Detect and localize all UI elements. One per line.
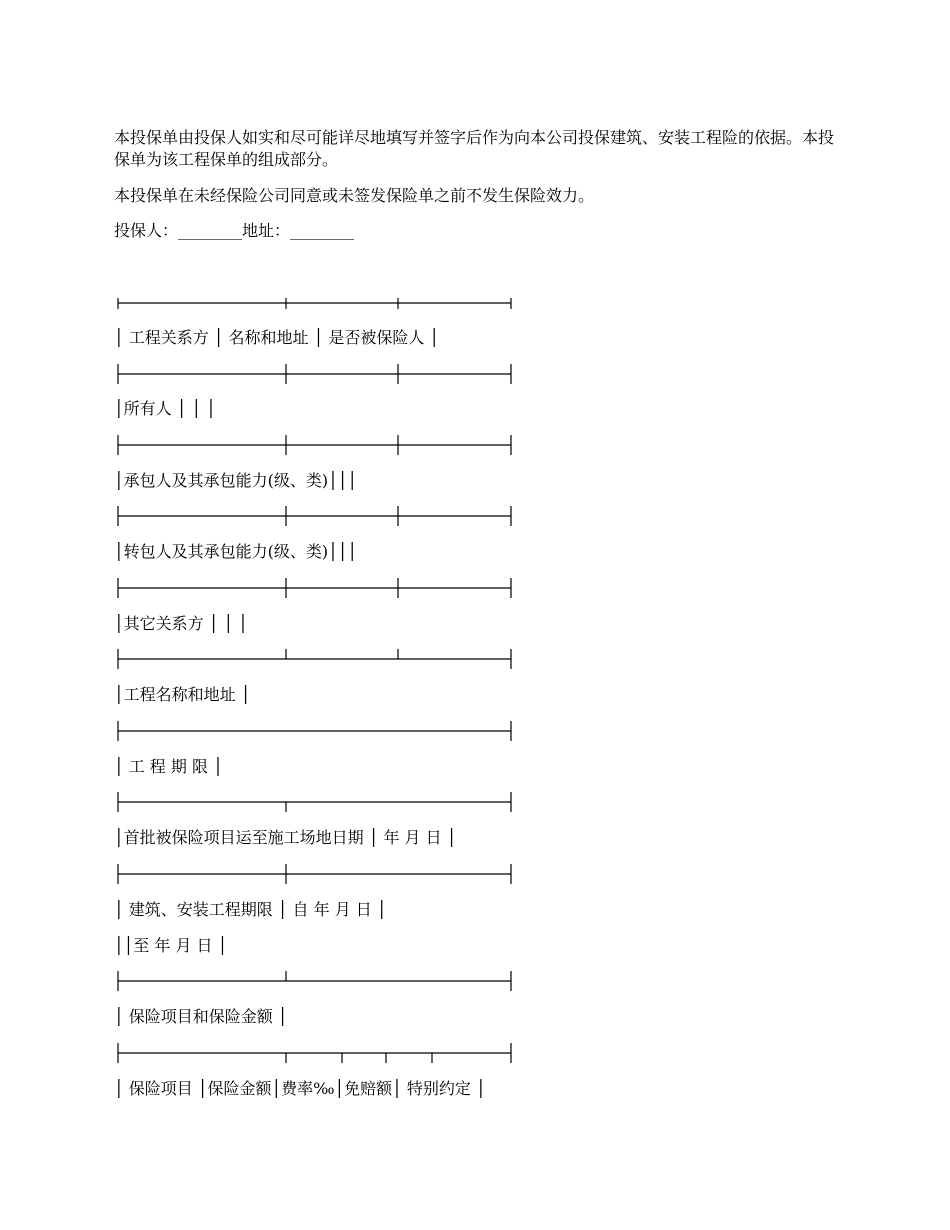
intro-paragraph-2: 本投保单在未经保险公司同意或未签发保险单之前不发生保险效力。: [114, 186, 595, 205]
applicant-address-line: 投保人：________地址：________: [114, 221, 355, 240]
intro-paragraph-1: 本投保单由投保人如实和尽可能详尽地填写并签字后作为向本公司投保建筑、安装工程险的依据。本投保单为该工程保单的组成部分。: [114, 128, 835, 169]
row-construction-period-end: ││至 年 月 日 │: [114, 936, 228, 955]
row-subcontractor: │转包人及其承包能力(级、类)│││: [114, 542, 358, 561]
row-project-name: │工程名称和地址 │: [114, 685, 251, 704]
row-other-parties: │其它关系方 │ │ │: [114, 614, 248, 633]
row-insured-items-title: │ 保险项目和保险金额 │: [114, 1007, 288, 1026]
row-contractor: │承包人及其承包能力(级、类)│││: [114, 471, 358, 490]
row-insured-items-header: │ 保险项目 │保险金额│费率‰│免赔额│ 特别约定 │: [114, 1079, 486, 1098]
row-first-delivery-date: │首批被保险项目运至施工场地日期 │ 年 月 日 │: [114, 828, 457, 847]
row-header: │ 工程关系方 │ 名称和地址 │ 是否被保险人 │: [114, 328, 440, 347]
row-owner: │所有人 │ │ │: [114, 399, 216, 418]
row-construction-period: │ 建筑、安装工程期限 │ 自 年 月 日 │: [114, 900, 387, 919]
row-project-period: │ 工 程 期 限 │: [114, 757, 223, 776]
